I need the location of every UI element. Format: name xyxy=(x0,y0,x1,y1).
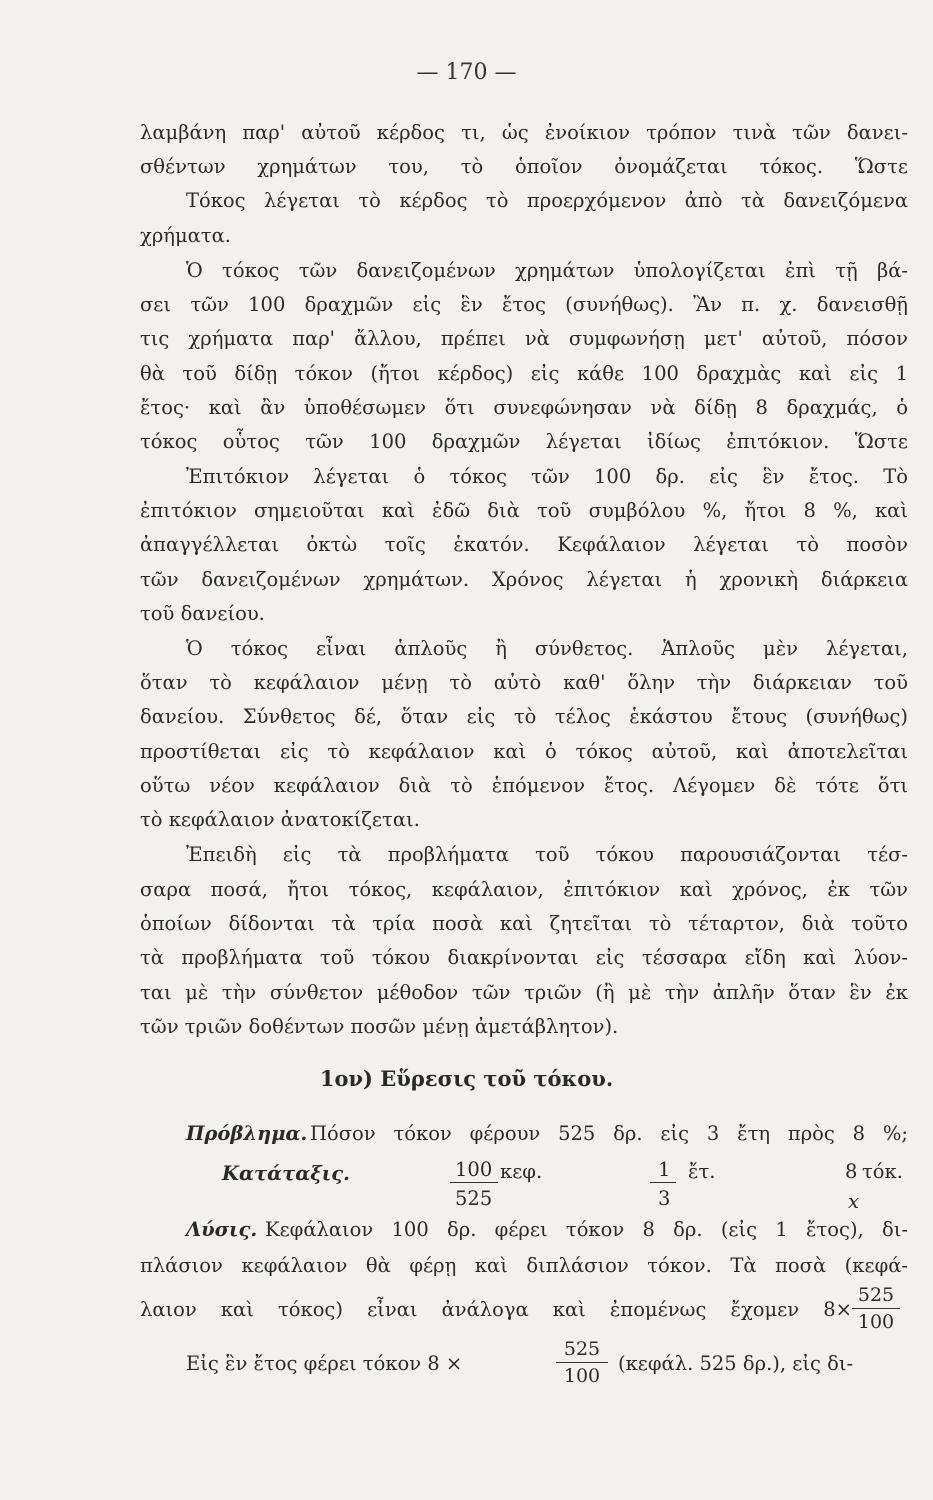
body-line: προστίθεται εἰς τὸ κεφάλαιον καὶ ὁ τόκος αὐτοῦ, καὶ ἀποτελεῖται xyxy=(140,740,908,763)
arr-col2-num: 1 xyxy=(658,1158,671,1181)
section-heading: 1ον) Εὕρεσις τοῦ τόκου. xyxy=(319,1066,614,1091)
fraction-2-denominator: 100 xyxy=(563,1365,601,1387)
arr-col2-unit: ἔτ. xyxy=(688,1160,716,1183)
body-line: τῶν τριῶν δοθέντων ποσῶν μένῃ ἀμετάβλητον). xyxy=(140,1015,619,1038)
body-line: τὸ κεφάλαιον ἀνατοκίζεται. xyxy=(140,808,420,831)
solution-line-1: Κεφάλαιον 100 δρ. φέρει τόκον 8 δρ. (εἰς 1 ἔτος), δι- xyxy=(265,1218,908,1241)
arr-col3-den: x xyxy=(848,1190,859,1213)
fraction-2 xyxy=(556,1338,608,1387)
body-line: Τόκος λέγεται τὸ κέρδος τὸ προερχόμενον ἀπὸ τὰ δανειζόμενα xyxy=(186,189,908,212)
solution-line-3: λαιον καὶ τόκος) εἶναι ἀνάλογα καὶ ἐπομένως ἔχομεν 8× xyxy=(140,1298,852,1321)
problem-text: Πόσον τόκον φέρουν 525 δρ. εἰς 3 ἔτη πρὸς 8 %; xyxy=(310,1122,908,1145)
body-line: ἔτος· καὶ ἂν ὑποθέσωμεν ὅτι συνεφώνησαν νὰ δίδῃ 8 δραχμάς, ὁ xyxy=(140,396,908,419)
final-line-end: (κεφάλ. 525 δρ.), εἰς δι- xyxy=(618,1352,854,1375)
body-line: τοῦ δανείου. xyxy=(140,602,265,625)
body-line: ὁποίων δίδονται τὰ τρία ποσὰ καὶ ζητεῖται τὸ τέταρτον, διὰ τοῦτο xyxy=(140,912,908,935)
arr-col1-bar xyxy=(450,1182,498,1183)
arr-col1-unit: κεφ. xyxy=(500,1160,543,1183)
body-line: Ὁ τόκος τῶν δανειζομένων χρημάτων ὑπολογίζεται ἐπὶ τῇ βά- xyxy=(186,259,908,282)
arr-col3-num: 8 xyxy=(845,1160,858,1183)
body-line: θὰ τοῦ δίδῃ τόκον (ἤτοι κέρδος) εἰς κάθε 100 δραχμὰς καὶ εἰς 1 xyxy=(140,362,908,385)
fraction-2-numerator: 525 xyxy=(556,1338,608,1363)
page-number: — 170 — xyxy=(416,60,517,85)
solution-line-2: πλάσιον κεφάλαιον θὰ φέρῃ καὶ διπλάσιον τόκον. Τὰ ποσὰ (κεφά- xyxy=(140,1254,908,1277)
fraction-1 xyxy=(852,1284,900,1333)
body-line: δανείου. Σύνθετος δέ, ὅταν εἰς τὸ τέλος ἑκάστου ἔτους (συνήθως) xyxy=(140,705,908,728)
body-line: τόκος οὗτος τῶν 100 δραχμῶν λέγεται ἰδίως ἐπιτόκιον. Ὥστε xyxy=(140,430,908,453)
body-line: ἐπιτόκιον σημειοῦται καὶ ἐδῶ διὰ τοῦ συμβόλου %, ἤτοι 8 %, καὶ xyxy=(140,499,908,522)
body-line: ὅταν τὸ κεφάλαιον μένῃ τὸ αὐτὸ καθ' ὅλην τὴν διάρκειαν τοῦ xyxy=(140,671,908,694)
arrangement-label: Κατάταξις. xyxy=(222,1162,350,1185)
arr-col2-bar xyxy=(650,1182,676,1183)
arr-col1-den: 525 xyxy=(455,1187,493,1210)
body-line: Ἐπιτόκιον λέγεται ὁ τόκος τῶν 100 δρ. εἰς ἓν ἔτος. Τὸ xyxy=(186,465,908,488)
body-line: τις χρήματα παρ' ἄλλου, πρέπει νὰ συμφωνήσῃ μετ' αὐτοῦ, πόσον xyxy=(140,327,908,350)
body-line: σαρα ποσά, ἤτοι τόκος, κεφάλαιον, ἐπιτόκιον καὶ χρόνος, ἐκ τῶν xyxy=(140,878,908,901)
fraction-1-numerator: 525 xyxy=(852,1284,900,1309)
problem-label: Πρόβλημα. xyxy=(186,1122,308,1145)
arr-col3-unit: τόκ. xyxy=(862,1160,903,1183)
body-line: τῶν δανειζομένων χρημάτων. Χρόνος λέγεται ἡ χρονικὴ διάρκεια xyxy=(140,568,908,591)
fraction-1-denominator: 100 xyxy=(857,1311,895,1333)
body-line: Ἐπειδὴ εἰς τὰ προβλήματα τοῦ τόκου παρουσιάζονται τέσ- xyxy=(186,843,908,866)
body-line: σει τῶν 100 δραχμῶν εἰς ἓν ἔτος (συνήθως). Ἂν π. χ. δανεισθῇ xyxy=(140,293,908,316)
body-line: Ὁ τόκος εἶναι ἁπλοῦς ἢ σύνθετος. Ἁπλοῦς μὲν λέγεται, xyxy=(186,637,908,660)
body-line: σθέντων χρημάτων του, τὸ ὁποῖον ὀνομάζεται τόκος. Ὥστε xyxy=(140,155,908,178)
body-line: τὰ προβλήματα τοῦ τόκου διακρίνονται εἰς τέσσαρα εἴδη καὶ λύον- xyxy=(140,946,908,969)
final-line-start: Εἰς ἓν ἔτος φέρει τόκον 8 × xyxy=(186,1352,463,1375)
body-line: ται μὲ τὴν σύνθετον μέθοδον τῶν τριῶν (ἢ μὲ τὴν ἁπλῆν ὅταν ἓν ἐκ xyxy=(140,981,908,1004)
body-line: χρήματα. xyxy=(140,224,231,247)
solution-label: Λύσις. xyxy=(186,1218,258,1241)
arr-col2-den: 3 xyxy=(658,1187,671,1210)
body-line: ἀπαγγέλλεται ὀκτὼ τοῖς ἑκατόν. Κεφάλαιον λέγεται τὸ ποσὸν xyxy=(140,533,908,556)
body-line: λαμβάνη παρ' αὐτοῦ κέρδος τι, ὡς ἐνοίκιον τρόπον τινὰ τῶν δανει- xyxy=(140,121,908,144)
arr-col1-num: 100 xyxy=(455,1158,493,1181)
body-line: οὕτω νέον κεφάλαιον διὰ τὸ ἑπόμενον ἔτος. Λέγομεν δὲ τότε ὅτι xyxy=(140,774,908,797)
